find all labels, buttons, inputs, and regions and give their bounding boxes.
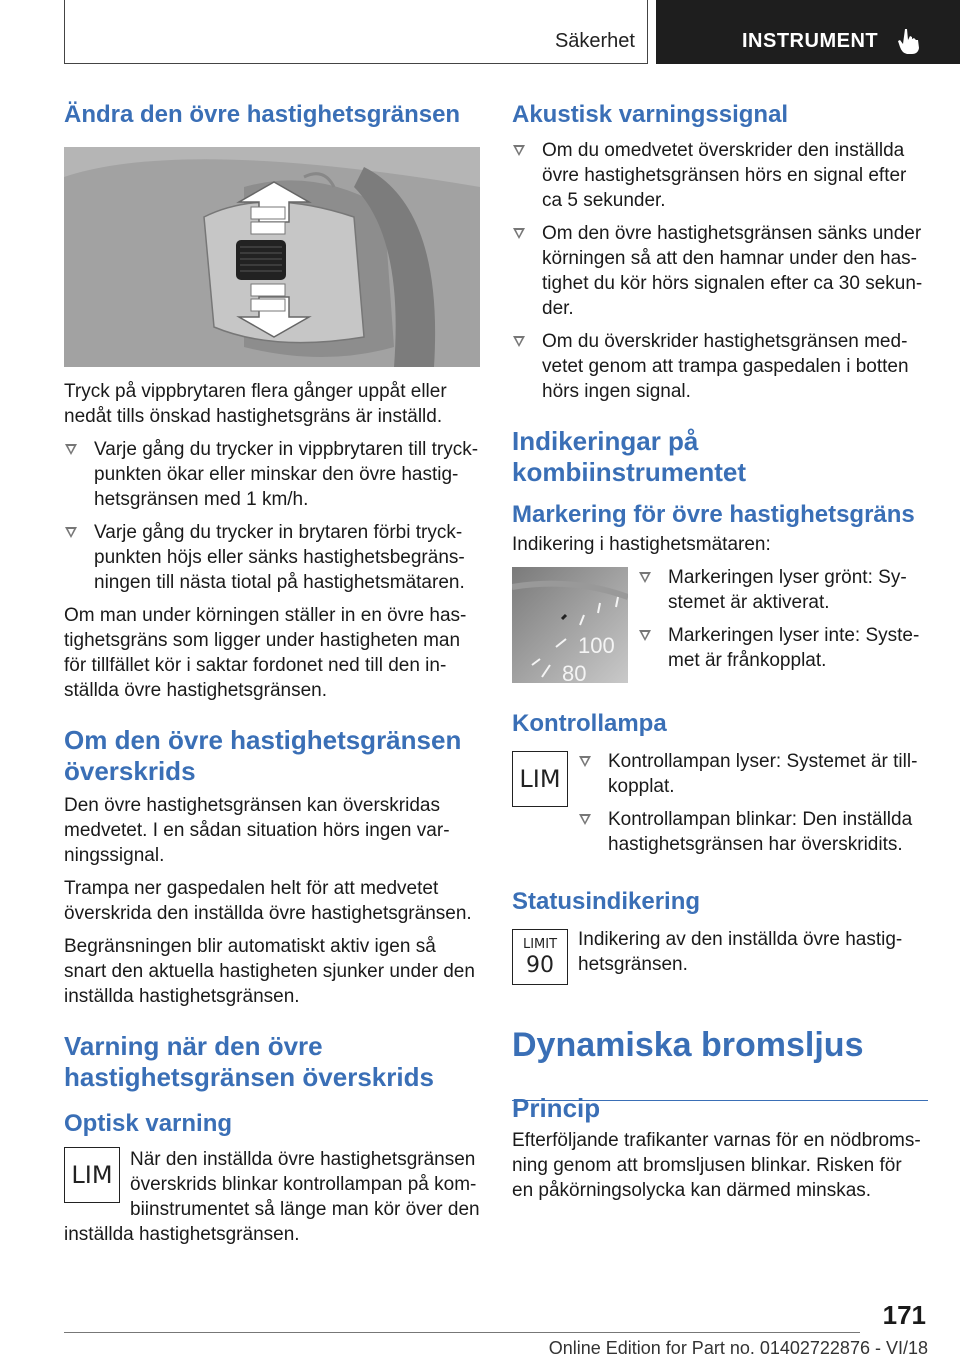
triangle-bullet-icon bbox=[513, 145, 525, 156]
list-item bbox=[578, 807, 928, 857]
heading-upper-limit-exceeded: Om den övre hastighetsgränsen överskrids bbox=[64, 725, 462, 786]
heading-cluster-indicators: Indikeringar på kombiinstrumentet bbox=[512, 426, 747, 487]
list-item-text: Om den övre hastighetsgränsen sänks under körningen så att den hamnar under den hastighet du kör hörs signalen efter ca 30 sekunder. bbox=[542, 223, 923, 319]
marker-list bbox=[638, 567, 928, 683]
paragraph: Indikering av den inställda övre hastighetsgränsen. bbox=[578, 929, 903, 975]
steering-wheel-rocker-switch-image bbox=[64, 147, 480, 367]
triangle-bullet-icon bbox=[513, 228, 525, 239]
heading-status-indication: Statusindikering bbox=[512, 888, 701, 915]
paragraph: När den inställda övre hastighetsgränsen överskrids blinkar kontrollampan på kombiinstrumentet så länge man kör över den inställda hastighetsgränsen. bbox=[64, 1149, 480, 1245]
paragraph: Begränsningen blir automatiskt aktiv igen så snart den aktuella hastigheten sjunker under den inställda hastighetsgränsen. bbox=[64, 936, 475, 1007]
lim-indicator-label: LIM bbox=[519, 765, 561, 793]
triangle-bullet-icon bbox=[639, 630, 651, 641]
paragraph: Indikering i hastighetsmätaren: bbox=[512, 534, 771, 555]
list-item-text: Kontrollampan lyser: Systemet är tillkopplat. bbox=[608, 751, 918, 797]
left-column bbox=[64, 100, 480, 1247]
list-item-text: Kontrollampan blinkar: Den inställda hastighetsgränsen har överskridits. bbox=[608, 809, 913, 855]
list-item-text: Markeringen lyser inte: Systemet är frånkopplat. bbox=[668, 625, 920, 671]
list-item bbox=[512, 221, 928, 321]
speedometer-image bbox=[512, 567, 628, 683]
list-item bbox=[638, 565, 928, 615]
status-indication-block bbox=[512, 929, 928, 985]
header-section-title: Säkerhet bbox=[554, 30, 635, 52]
heading-warning-exceeded: Varning när den övre hastighetsgränsen överskrids bbox=[64, 1031, 434, 1092]
triangle-bullet-icon bbox=[579, 814, 591, 825]
heading-optical-warning: Optisk varning bbox=[64, 1110, 233, 1137]
lim-indicator-icon bbox=[512, 751, 568, 807]
speedo-label-100: 100 bbox=[578, 633, 615, 658]
lim-indicator-label: LIM bbox=[71, 1161, 113, 1189]
triangle-bullet-icon bbox=[639, 572, 651, 583]
speedometer-block bbox=[512, 567, 928, 683]
list-item-text: Markeringen lyser grönt: Systemet är aktiverat. bbox=[668, 567, 907, 613]
footer-divider bbox=[64, 1332, 860, 1333]
list-item-text: Varje gång du trycker in vippbrytaren till tryckpunkten ökar eller minskar den övre hastighetsgränsen med 1 km/h. bbox=[94, 439, 479, 510]
hand-pointer-icon bbox=[896, 26, 922, 56]
list-item bbox=[64, 520, 480, 595]
header-section-box bbox=[64, 0, 648, 64]
limit-indicator-value: 90 bbox=[526, 952, 554, 978]
paragraph: Den övre hastighetsgränsen kan överskridas medvetet. I en sådan situation hörs ingen varningssignal. bbox=[64, 795, 450, 866]
lim-indicator-icon bbox=[64, 1147, 120, 1203]
heading-acoustic-warning: Akustisk varningssignal bbox=[512, 101, 789, 128]
list-item-text: Om du överskrider hastighetsgränsen medvetet genom att trampa gaspedalen i botten hörs ingen signal. bbox=[542, 331, 909, 402]
footer-edition: Online Edition for Part no. 01402722876 - VI/18 bbox=[548, 1338, 928, 1358]
paragraph: Tryck på vippbrytaren flera gånger uppåt eller nedåt tills önskad hastighetsgräns är inställd. bbox=[64, 381, 447, 427]
header-chapter-title: INSTRUMENT bbox=[742, 30, 879, 52]
list-item bbox=[512, 138, 928, 213]
optical-warning-block bbox=[64, 1147, 480, 1247]
control-lamp-list bbox=[578, 751, 928, 857]
list-item-text: Varje gång du trycker in brytaren förbi tryckpunkten höjs eller sänks hastighetsbegränsningen till nästa tiotal på hastighetsmätaren. bbox=[94, 522, 465, 593]
heading-dynamic-brake-lights: Dynamiska bromsljus bbox=[512, 1026, 864, 1064]
limit-indicator-icon bbox=[512, 929, 568, 985]
limit-indicator-label: LIMIT bbox=[522, 936, 558, 952]
list-item-text: Om du omedvetet överskrider den inställda övre hastighetsgränsen hörs en signal efter ca 5 sekunder. bbox=[542, 140, 907, 211]
triangle-bullet-icon bbox=[65, 527, 77, 538]
list-item bbox=[512, 329, 928, 404]
control-lamp-block bbox=[512, 751, 928, 857]
heading-control-lamp: Kontrollampa bbox=[512, 710, 667, 737]
heading-upper-limit-marker: Markering för övre hastighetsgräns bbox=[512, 501, 915, 528]
page-number: 171 bbox=[882, 1300, 926, 1330]
heading-change-upper-limit: Ändra den övre hastighetsgränsen bbox=[64, 101, 461, 128]
speedo-label-80: 80 bbox=[562, 661, 587, 683]
triangle-bullet-icon bbox=[65, 444, 77, 455]
triangle-bullet-icon bbox=[513, 336, 525, 347]
section-divider bbox=[512, 1100, 928, 1101]
triangle-bullet-icon bbox=[579, 756, 591, 767]
list-item bbox=[578, 749, 928, 799]
heading-principle: Princip bbox=[512, 1093, 601, 1123]
list-item bbox=[64, 437, 480, 512]
right-column bbox=[512, 100, 928, 1203]
list-item bbox=[638, 623, 928, 673]
paragraph: Efterföljande trafikanter varnas för en nödbromsning genom att bromsljusen blinkar. Risken för en påkörningsolycka kan därmed minskas. bbox=[512, 1130, 921, 1201]
paragraph: Trampa ner gaspedalen helt för att medvetet överskrida den inställda övre hastighetsgränsen. bbox=[64, 878, 472, 924]
paragraph: Om man under körningen ställer in en övre hastighetsgräns som ligger under hastigheten man för tillfället kör i saktar fordonet ned till den inställda övre hastighetsgränsen. bbox=[64, 605, 467, 701]
